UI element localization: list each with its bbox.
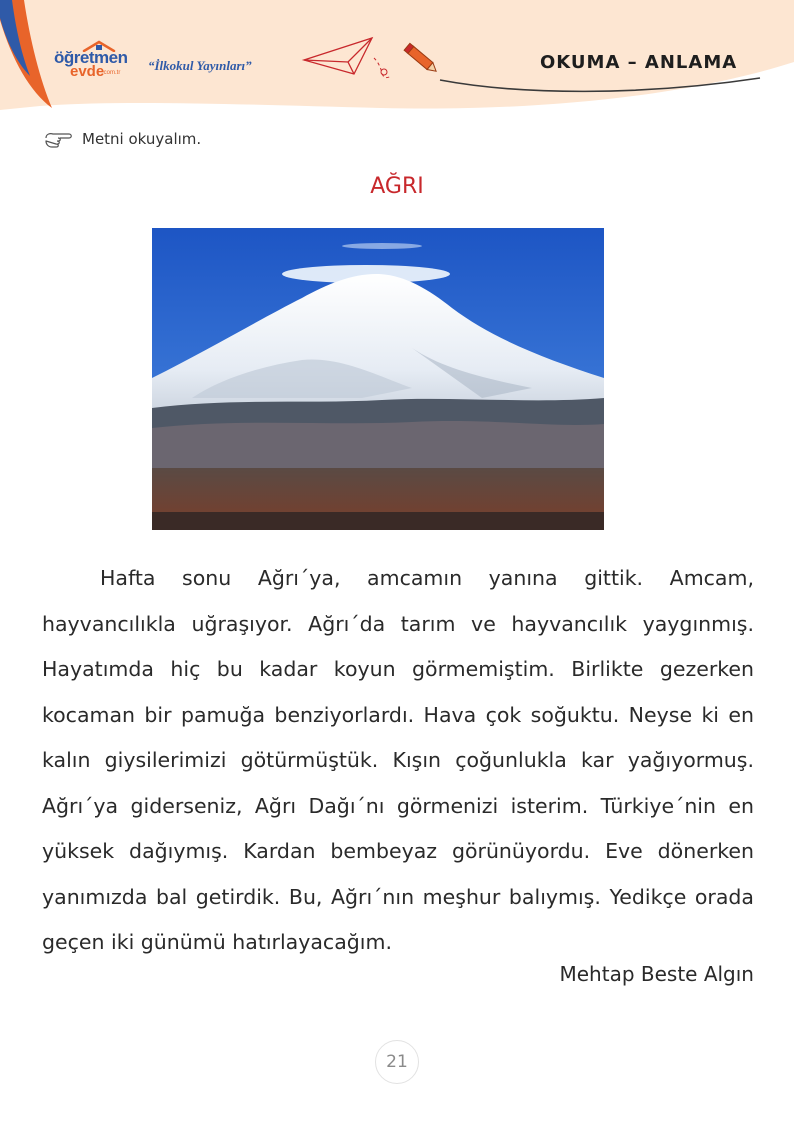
pointing-hand-icon	[44, 128, 74, 150]
logo-sub-text: evde	[70, 63, 105, 80]
author-name: Mehtap Beste Algın	[559, 962, 754, 986]
logo-main-text: öğretmen	[54, 48, 128, 67]
section-title: OKUMA – ANLAMA	[540, 52, 738, 73]
mountain-photo	[152, 228, 604, 530]
story-body: Hafta sonu Ağrı´ya, amcamın yanına gittik. Amcam, hayvancılıkla uğraşıyor. Ağrı´da tarım ve hayvancılık yaygınmış. Hayatımda hiç bu kadar koyun görmemiştim. Birlikte gezerken kocaman bir pamuğa benziyorlardı. Hava çok soğuktu. Neyse ki en kalın giysilerimizi götürmüştük. Kışın çoğunlukla kar yağıyormuş. Ağrı´ya giderseniz, Ağrı Dağı´nı görmenizi isterim. Türkiye´nin en yüksek dağıymış. Kardan bembeyaz görünüyordu. Eve dönerken yanımızda bal getirdik. Bu, Ağrı´nın meşhur balıymış. Yedikçe orada geçen iki günümü hatırlayacağım.	[42, 566, 754, 954]
page-number: 21	[375, 1040, 419, 1084]
story-title: AĞRI	[370, 174, 424, 199]
pencil-icon	[400, 40, 444, 80]
instruction-text: Metni okuyalım.	[82, 130, 202, 148]
logo-domain-text: .com.tr	[102, 70, 121, 76]
publisher-name: “İlkokul Yayınları”	[148, 58, 252, 73]
instruction	[44, 128, 201, 150]
